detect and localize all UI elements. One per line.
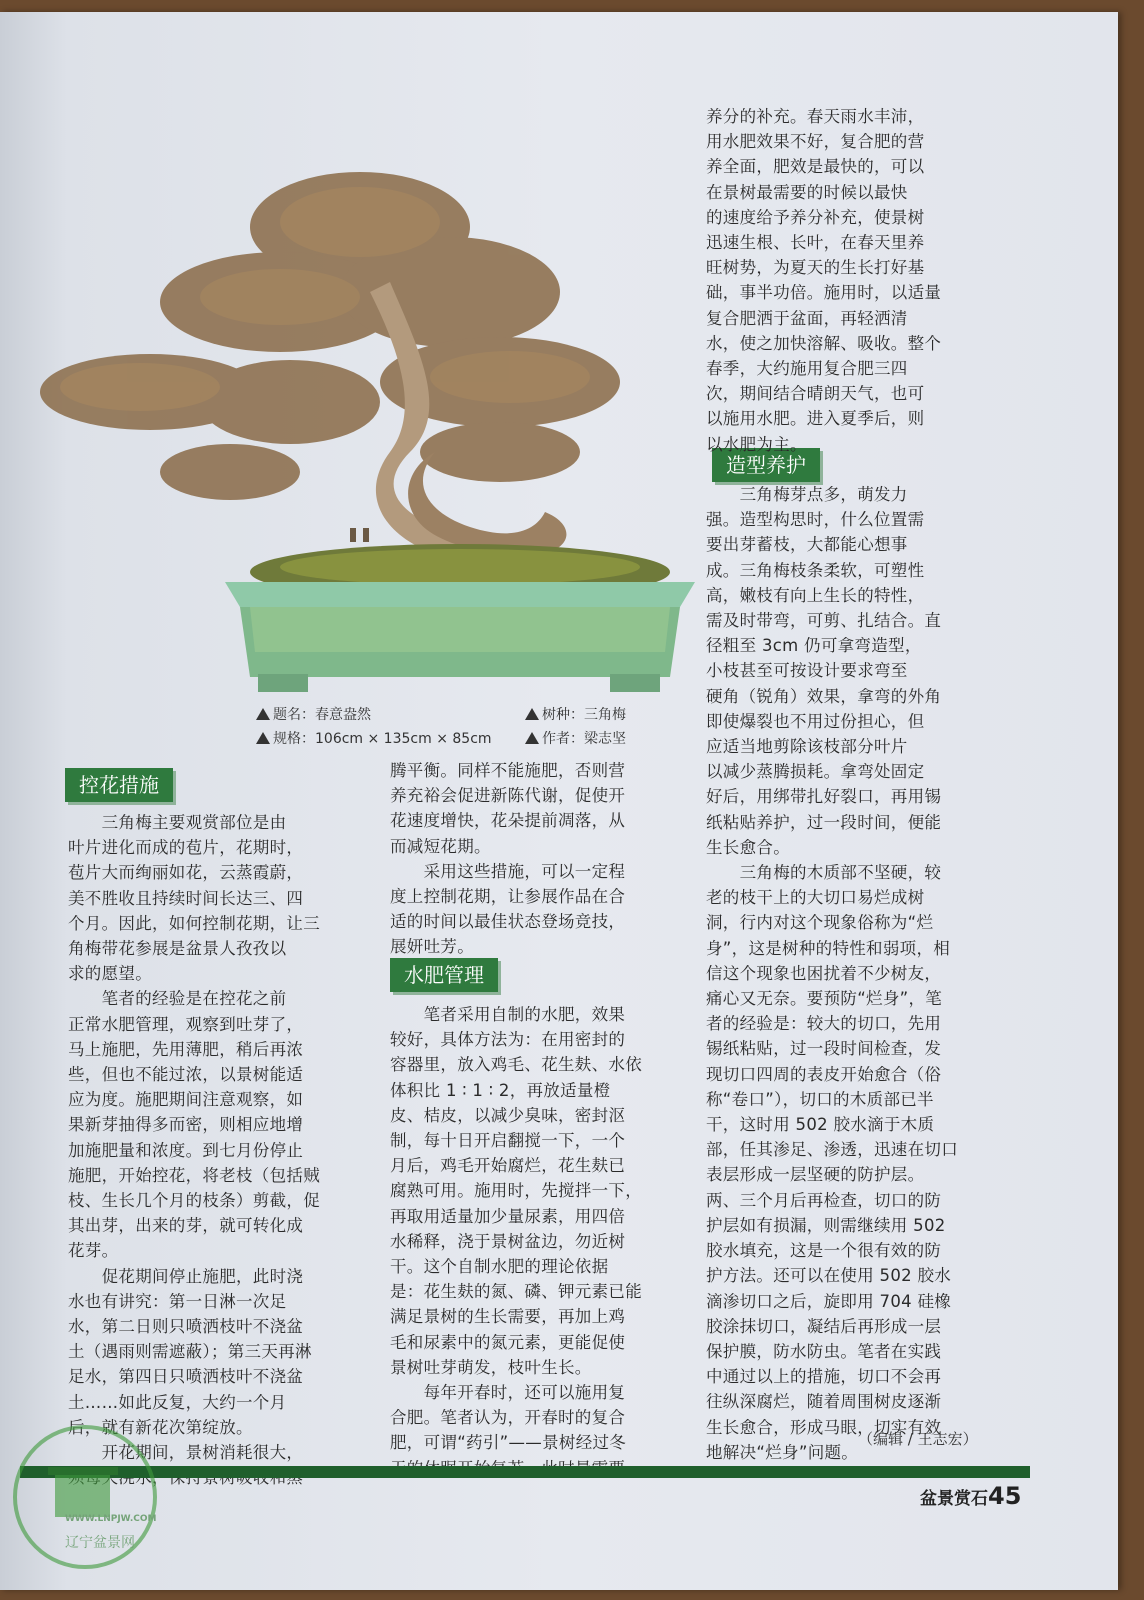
caption-author: 作者：梁志坚 — [525, 728, 626, 748]
page-number: 45 — [988, 1482, 1022, 1510]
watermark-name: 辽宁盆景网 — [65, 1535, 135, 1551]
triangle-icon — [256, 708, 270, 720]
column-3-text-bottom: 三角梅芽点多，萌发力 强。造型构思时，什么位置需 要出芽蓄枝，大都能心想事 成。三角梅枝条柔软，可塑性 高，嫩枝有向上生长的特性， 需及时带弯，可剪、扎结合。直 径粗至 3cm 仍可拿弯造型， 小枝甚至可按设计要求弯至 硬角（锐角）效果，拿弯的外角 即使爆裂也不用过份担心，但 应适当地剪除该枝部分叶片 以减少蒸腾损耗。拿弯处固定 好后，用绑带扎好裂口，再用锡 纸粘贴养护，过一段时间，便能 生长愈合。 三角梅的木质部不坚硬，较 老的枝干上的大切口易烂成树 洞，行内对这个现象俗称为“烂 身”，这是树种的特性和弱项，相 信这个现象也困扰着不少树友， 痛心又无奈。要预防“烂身”，笔 者的经验是：较大的切口，先用 锡纸粘贴，过一段时间检查，发 现切口四周的表皮开始愈合（俗 称“卷口”），切口的木质部已半 干，这时用 502 胶水滴于木质 部，任其渗足、渗透，迅速在切口 表层形成一层坚硬的防护层。 两、三个月后再检查，切口的防 护层如有损漏，则需继续用 502 胶水填充，这是一个很有效的防 护方法。还可以在使用 502 胶水 滴渗切口之后，旋即用 704 硅橡 胶涂抹切口，凝结后再形成一层 保护膜，防水防虫。笔者在实践 中通过以上的措施，切口不会再 往纵深腐烂，随着周围树皮逐渐 生长愈合，形成马眼，切实有效 地解决“烂身”问题。 — [706, 485, 958, 1462]
column-2-text-top: 腾平衡。同样不能施肥，否则营 养充裕会促进新陈代谢，促使开 花速度增快，花朵提前凋落，从 而减短花期。 采用这些措施，可以一定程 度上控制花期，让参展作品在合 适的时间以最佳状态登场竞技， 展妍吐芳。 — [390, 761, 626, 957]
column-2-text-bottom: 笔者采用自制的水肥，效果 较好，具体方法为：在用密封的 容器里，放入鸡毛、花生麸、水依 体积比 1 ∶ 1 ∶ 2，再放适量橙 皮、桔皮，以减少臭味，密封沤 制，每十日开启翻搅一下，一个 月后，鸡毛开始腐烂，花生麸已 腐熟可用。施用时，先搅拌一下， 再取用适量加少量尿素，用四倍 水稀释，浇于景树盆边，勿近树 干。这个自制水肥的理论依据 是：花生麸的氮、磷、钾元素已能 满足景树的生长需要，再加上鸡 毛和尿素中的氮元素，更能促使 景树吐芽萌发，枝叶生长。 每年开春时，还可以施用复 合肥。笔者认为，开春时的复合 肥，可谓“药引”——景树经过冬 — [390, 1005, 642, 1453]
column-1-text: 三角梅主要观赏部位是由 叶片进化而成的苞片，花期时， 苞片大而绚丽如花，云蒸霞蔚， 美不胜收且持续时间长达三、四 个月。因此，如何控制花期，让三 角梅带花参展是盆景人孜孜以 求的愿望。 笔者的经验是在控花之前 正常水肥管理，观察到吐芽了， 马上施肥，先用薄肥，稍后再浓 些，但也不能过浓，以景树能适 应为度。施肥期间注意观察，如 果新芽抽得多而密，则相应地增 加施肥量和浓度。到七月份停止 施肥，开始控花，将老枝（包括贼 枝、生长几个月的枝条）剪截，促 其出芽，出来的芽，就可转化成 花芽。 促花期间停止施肥，此时浇 水也有讲究：第一日淋一次足 水，第二日则只喷洒枝叶不浇盆 土（遇雨则需遮蔽）；第三天再淋 足水，第四日只喷洒枝叶不浇盆 土……如此反复，大约一个月 后，就有新花次第绽放。 开花期间，景树消耗很大， — [68, 813, 320, 1463]
caption-title: 题名：春意盎然 — [256, 704, 371, 724]
bonsai-photo — [30, 152, 710, 697]
triangle-icon — [525, 732, 539, 744]
magazine-page — [0, 12, 1118, 1590]
magazine-name: 盆景赏石 — [920, 1489, 988, 1509]
page-footer — [920, 1482, 1021, 1510]
footer-rule — [20, 1466, 1030, 1478]
caption-size: 规格：106cm × 135cm × 85cm — [256, 728, 492, 748]
heading-fertilizer: 水肥管理 — [390, 958, 498, 992]
caption-species: 树种：三角梅 — [525, 704, 626, 724]
editor-credit: （编辑 / 王志宏） — [858, 1430, 978, 1448]
watermark-logo — [10, 1417, 170, 1587]
heading-shaping: 造型养护 — [712, 448, 820, 482]
heading-flower-control: 控花措施 — [65, 768, 173, 802]
column-3-text-top: 养分的补充。春天雨水丰沛， 用水肥效果不好，复合肥的营 养全面，肥效是最快的，可以 在景树最需要的时候以最快 的速度给予养分补充，使景树 迅速生根、长叶，在春天里养 旺树势，为夏天的生长打好基 础，事半功倍。施用时，以适量 复合肥洒于盆面，再轻洒清 水，使之加快溶解、吸收。整个 春季，大约施用复合肥三四 次，期间结合晴朗天气，也可 以施用水肥。进入夏季后，则 以水肥为主。 — [706, 107, 942, 454]
watermark-url: WWW.LNPJW.COM — [65, 1514, 157, 1524]
triangle-icon — [525, 708, 539, 720]
triangle-icon — [256, 732, 270, 744]
